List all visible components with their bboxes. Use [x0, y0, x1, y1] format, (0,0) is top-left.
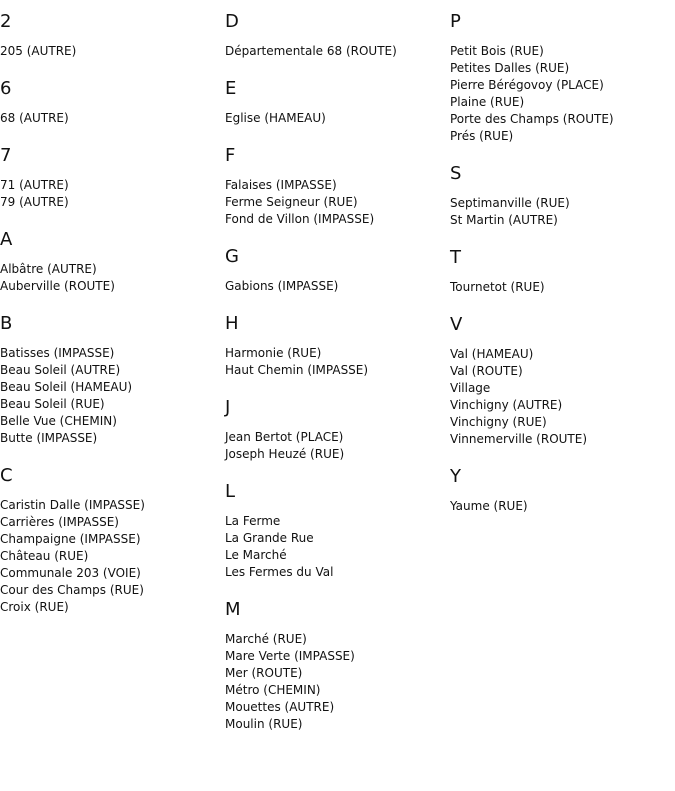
street-list-item[interactable]: Champaigne (IMPASSE) — [0, 532, 141, 546]
section-letter-heading: V — [450, 314, 463, 335]
street-list-item[interactable]: Jean Bertot (PLACE) — [225, 430, 344, 444]
letter-section — [225, 599, 445, 733]
section-letter-heading: S — [450, 163, 462, 184]
street-list-item[interactable]: Croix (RUE) — [0, 600, 69, 614]
street-list-item[interactable]: Vinchigny (AUTRE) — [450, 398, 563, 412]
street-list-item[interactable]: Beau Soleil (AUTRE) — [0, 363, 121, 377]
street-list — [0, 497, 220, 616]
street-list-item[interactable]: Les Fermes du Val — [225, 565, 334, 579]
section-letter-heading: Y — [450, 466, 461, 487]
street-list-item[interactable]: Tournetot (RUE) — [450, 280, 545, 294]
letter-section — [225, 11, 445, 60]
street-list-item[interactable]: Métro (CHEMIN) — [225, 683, 321, 697]
street-list — [450, 346, 670, 448]
letter-section — [0, 313, 220, 447]
section-letter-heading: D — [225, 11, 239, 32]
index-column — [0, 11, 220, 634]
letter-section — [0, 145, 220, 211]
section-letter-heading: L — [225, 481, 236, 502]
street-list-item[interactable]: Petit Bois (RUE) — [450, 44, 544, 58]
street-list-item[interactable]: Carrières (IMPASSE) — [0, 515, 119, 529]
street-list — [225, 43, 445, 60]
section-letter-heading: J — [225, 397, 231, 418]
section-letter-heading: B — [0, 313, 13, 334]
letter-section — [450, 163, 670, 229]
letter-section — [0, 465, 220, 616]
street-list-item[interactable]: Moulin (RUE) — [225, 717, 303, 731]
letter-section — [0, 229, 220, 295]
street-list — [225, 110, 445, 127]
street-list-item[interactable]: Eglise (HAMEAU) — [225, 111, 326, 125]
street-list — [0, 43, 220, 60]
street-list — [450, 195, 670, 229]
letter-section — [0, 78, 220, 127]
street-list-item[interactable]: 205 (AUTRE) — [0, 44, 77, 58]
street-list-item[interactable]: Yaume (RUE) — [450, 499, 528, 513]
street-list — [0, 261, 220, 295]
street-list-item[interactable]: Prés (RUE) — [450, 129, 514, 143]
street-list-item[interactable]: Village — [450, 381, 491, 395]
street-list-item[interactable]: Mare Verte (IMPASSE) — [225, 649, 355, 663]
street-list-item[interactable]: Départementale 68 (ROUTE) — [225, 44, 397, 58]
letter-section — [225, 246, 445, 295]
letter-section — [225, 397, 445, 463]
street-list-item[interactable]: Petites Dalles (RUE) — [450, 61, 570, 75]
letter-section — [225, 313, 445, 379]
street-list-item[interactable]: Mouettes (AUTRE) — [225, 700, 335, 714]
street-list-item[interactable]: Joseph Heuzé (RUE) — [225, 447, 345, 461]
letter-section — [225, 481, 445, 581]
street-list-item[interactable]: La Grande Rue — [225, 531, 314, 545]
letter-section — [225, 145, 445, 228]
letter-section — [0, 11, 220, 60]
section-letter-heading: G — [225, 246, 239, 267]
section-letter-heading: C — [0, 465, 13, 486]
letter-section — [450, 11, 670, 145]
street-list-item[interactable]: Septimanville (RUE) — [450, 196, 570, 210]
index-column — [450, 11, 670, 533]
street-list-item[interactable]: Beau Soleil (RUE) — [0, 397, 105, 411]
section-letter-heading: 6 — [0, 78, 12, 99]
street-list-item[interactable]: Val (ROUTE) — [450, 364, 523, 378]
section-letter-heading: E — [225, 78, 237, 99]
street-list-item[interactable]: Butte (IMPASSE) — [0, 431, 98, 445]
street-list-item[interactable]: Marché (RUE) — [225, 632, 307, 646]
street-list-item[interactable]: Albâtre (AUTRE) — [0, 262, 97, 276]
section-letter-heading: M — [225, 599, 241, 620]
street-list — [225, 345, 445, 379]
street-list-item[interactable]: Ferme Seigneur (RUE) — [225, 195, 358, 209]
letter-section — [450, 466, 670, 515]
section-letter-heading: 7 — [0, 145, 12, 166]
street-list-item[interactable]: Plaine (RUE) — [450, 95, 525, 109]
section-letter-heading: T — [450, 247, 461, 268]
section-letter-heading: H — [225, 313, 239, 334]
street-list-item[interactable]: St Martin (AUTRE) — [450, 213, 558, 227]
street-list-item[interactable]: Val (HAMEAU) — [450, 347, 534, 361]
street-list — [450, 43, 670, 145]
section-letter-heading: 2 — [0, 11, 12, 32]
street-list-item[interactable]: Le Marché — [225, 548, 287, 562]
street-list — [0, 345, 220, 447]
street-list-item[interactable]: 79 (AUTRE) — [0, 195, 69, 209]
street-list-item[interactable]: Porte des Champs (ROUTE) — [450, 112, 614, 126]
street-list — [225, 513, 445, 581]
street-list-item[interactable]: Haut Chemin (IMPASSE) — [225, 363, 369, 377]
street-list-item[interactable]: Batisses (IMPASSE) — [0, 346, 115, 360]
street-list-item[interactable]: Vinnemerville (ROUTE) — [450, 432, 588, 446]
section-letter-heading: A — [0, 229, 13, 250]
street-list-item[interactable]: Vinchigny (RUE) — [450, 415, 547, 429]
street-list-item[interactable]: Harmonie (RUE) — [225, 346, 322, 360]
street-list — [225, 278, 445, 295]
street-list-item[interactable]: Château (RUE) — [0, 549, 89, 563]
letter-section — [450, 314, 670, 448]
street-list-item[interactable]: Gabions (IMPASSE) — [225, 279, 339, 293]
street-list — [0, 110, 220, 127]
section-letter-heading: P — [450, 11, 461, 32]
street-list — [225, 631, 445, 733]
street-list — [450, 498, 670, 515]
street-list-item[interactable]: Beau Soleil (HAMEAU) — [0, 380, 133, 394]
street-list-item[interactable]: Belle Vue (CHEMIN) — [0, 414, 117, 428]
street-list — [225, 429, 445, 463]
street-list-item[interactable]: Caristin Dalle (IMPASSE) — [0, 498, 145, 512]
street-list-item[interactable]: Pierre Bérégovoy (PLACE) — [450, 78, 604, 92]
street-list-item[interactable]: 71 (AUTRE) — [0, 178, 69, 192]
street-list-item[interactable]: 68 (AUTRE) — [0, 111, 69, 125]
index-column — [225, 11, 445, 751]
street-list — [225, 177, 445, 228]
street-list-item[interactable]: Communale 203 (VOIE) — [0, 566, 141, 580]
street-list — [0, 177, 220, 211]
letter-section — [225, 78, 445, 127]
street-list-item[interactable]: Falaises (IMPASSE) — [225, 178, 337, 192]
street-list-item[interactable]: Cour des Champs (RUE) — [0, 583, 144, 597]
street-list-item[interactable]: Fond de Villon (IMPASSE) — [225, 212, 375, 226]
section-letter-heading: F — [225, 145, 236, 166]
street-list-item[interactable]: Auberville (ROUTE) — [0, 279, 115, 293]
street-list-item[interactable]: Mer (ROUTE) — [225, 666, 303, 680]
street-list-item[interactable]: La Ferme — [225, 514, 281, 528]
street-list — [450, 279, 670, 296]
letter-section — [450, 247, 670, 296]
